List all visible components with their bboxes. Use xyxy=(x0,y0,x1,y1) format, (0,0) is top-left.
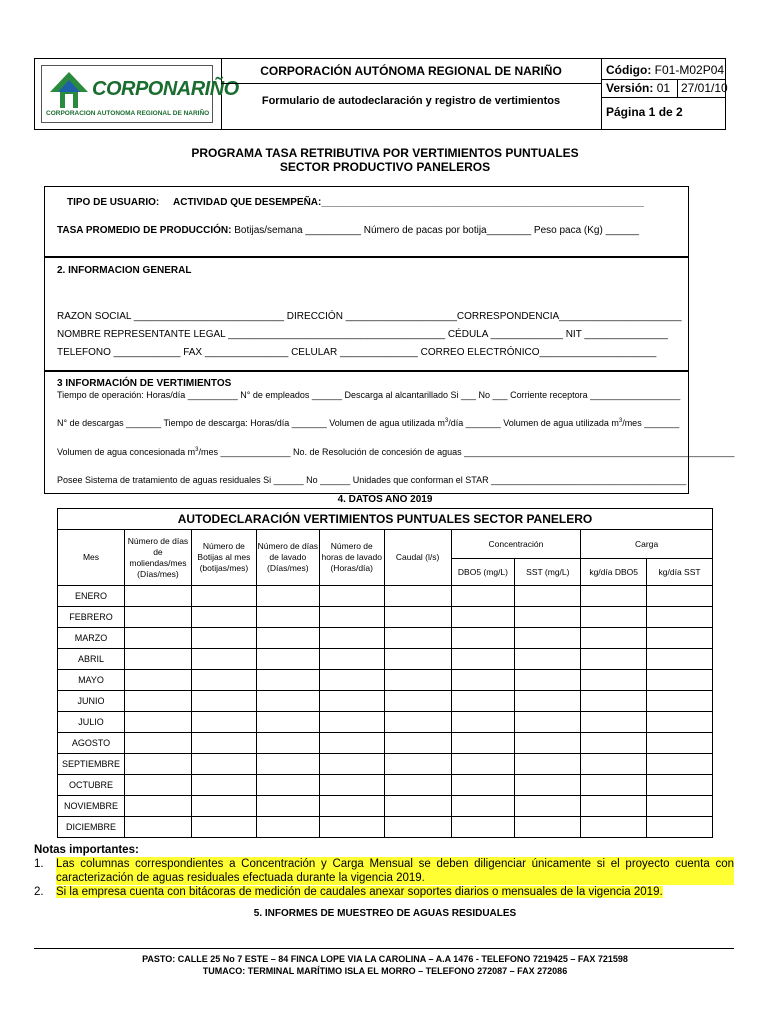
col-botijas: Número de Botijas al mes (botijas/mes) xyxy=(191,530,256,586)
month-label: NOVIEMBRE xyxy=(58,796,125,817)
table-input-cell[interactable] xyxy=(581,754,647,775)
actividad-field[interactable]: ACTIVIDAD QUE DESEMPEÑA:__________________________________________________________ xyxy=(173,197,644,208)
table-input-cell[interactable] xyxy=(384,796,451,817)
table-row xyxy=(58,754,713,775)
version-label: Versión: xyxy=(606,81,654,95)
table-input-cell[interactable] xyxy=(124,775,191,796)
table-input-cell[interactable] xyxy=(191,607,256,628)
table-input-cell[interactable] xyxy=(581,586,647,607)
table-input-cell[interactable] xyxy=(581,607,647,628)
table-input-cell[interactable] xyxy=(451,607,515,628)
col-carga: Carga xyxy=(581,530,713,559)
codigo-label: Código: xyxy=(606,63,652,77)
month-label: SEPTIEMBRE xyxy=(58,754,125,775)
table-input-cell[interactable] xyxy=(319,649,384,670)
table-input-cell[interactable] xyxy=(647,733,713,754)
table-input-cell[interactable] xyxy=(581,796,647,817)
table-input-cell[interactable] xyxy=(451,796,515,817)
version-date: 27/01/10 xyxy=(681,81,728,95)
table-input-cell[interactable] xyxy=(451,586,515,607)
table-input-cell[interactable] xyxy=(319,775,384,796)
descargas-row: N° de descargas _______ Tiempo de descarga: Horas/día _______ Volumen de agua utilizada $m^3$/día _______ Volumen de agua utilizada $m^3$/mes _______ xyxy=(57,418,680,428)
table-input-cell[interactable] xyxy=(384,712,451,733)
general-info-heading: 2. INFORMACION GENERAL xyxy=(57,265,192,276)
table-input-cell[interactable] xyxy=(191,796,256,817)
footer-pasto: PASTO: CALLE 25 No 7 ESTE – 84 FINCA LOPE VIA LA CAROLINA – A.A 1476 - TELEFONO 7219425 – FAX 721598 xyxy=(142,954,628,964)
table-input-cell[interactable] xyxy=(319,607,384,628)
table-input-cell[interactable] xyxy=(515,817,581,838)
col-concentracion: Concentración xyxy=(451,530,581,559)
month-label: AGOSTO xyxy=(58,733,125,754)
table-input-cell[interactable] xyxy=(124,754,191,775)
table-input-cell[interactable] xyxy=(581,649,647,670)
table-input-cell[interactable] xyxy=(124,586,191,607)
table-row xyxy=(58,775,713,796)
footer-divider xyxy=(34,948,734,949)
table-input-cell[interactable] xyxy=(581,775,647,796)
razon-social-row[interactable]: RAZON SOCIAL ___________________________ DIRECCIÓN ____________________CORRESPONDENCIA______________________ xyxy=(57,311,682,322)
col-dias-lavado: Número de días de lavado (Días/mes) xyxy=(256,530,319,586)
table-input-cell[interactable] xyxy=(515,733,581,754)
table-input-cell[interactable] xyxy=(124,691,191,712)
table-input-cell[interactable] xyxy=(647,754,713,775)
note-1: 1. Las columnas correspondientes a Concentración y Carga Mensual se deben diligenciar únicamente si el proyecto cuenta con caracterización de aguas residuales efectuada durante la vigencia 2019. xyxy=(34,858,734,884)
table-input-cell[interactable] xyxy=(319,817,384,838)
col-sst: SST (mg/L) xyxy=(515,559,581,586)
table-input-cell[interactable] xyxy=(191,712,256,733)
table-input-cell[interactable] xyxy=(256,775,319,796)
table-input-cell[interactable] xyxy=(384,607,451,628)
table-row xyxy=(58,817,713,838)
table-input-cell[interactable] xyxy=(124,796,191,817)
table-input-cell[interactable] xyxy=(515,796,581,817)
table-input-cell[interactable] xyxy=(647,670,713,691)
table-input-cell[interactable] xyxy=(384,628,451,649)
table-input-cell[interactable] xyxy=(384,691,451,712)
form-title: Formulario de autodeclaración y registro de vertimientos xyxy=(261,95,561,107)
table-input-cell[interactable] xyxy=(384,649,451,670)
table-input-cell[interactable] xyxy=(191,691,256,712)
table-input-cell[interactable] xyxy=(647,628,713,649)
table-input-cell[interactable] xyxy=(256,796,319,817)
table-input-cell[interactable] xyxy=(319,670,384,691)
note-2: 2. Si la empresa cuenta con bitácoras de medición de caudales anexar soportes diarios o mensuales de la vigencia 2019. xyxy=(34,886,663,898)
table-input-cell[interactable] xyxy=(256,607,319,628)
table-input-cell[interactable] xyxy=(647,817,713,838)
table-row xyxy=(58,670,713,691)
datos-heading: 4. DATOS AÑO 2019 xyxy=(337,494,433,505)
operation-row[interactable]: Tiempo de operación: Horas/día __________ N° de empleados ______ Descarga al alcantarillado Si ___ No ___ Corriente receptora __________________ xyxy=(57,390,681,400)
table-input-cell[interactable] xyxy=(256,691,319,712)
table-input-cell[interactable] xyxy=(124,670,191,691)
table-input-cell[interactable] xyxy=(647,796,713,817)
logo-subtext: CORPORACION AUTONOMA REGIONAL DE NARIÑO xyxy=(46,110,210,117)
discharge-heading: 3 INFORMACIÓN DE VERTIMIENTOS xyxy=(57,378,232,389)
note-1-text: Las columnas correspondientes a Concentración y Carga Mensual se deben diligenciar únicamente si el proyecto cuenta con caracterización de aguas residuales efectuada durante la vigencia 2019. xyxy=(56,858,734,884)
table-input-cell[interactable] xyxy=(191,649,256,670)
autodeclaracion-table xyxy=(57,508,713,838)
col-horas-lavado: Número de horas de lavado (Horas/día) xyxy=(319,530,384,586)
corponarino-logo xyxy=(41,65,239,123)
table-input-cell[interactable] xyxy=(581,691,647,712)
table-input-cell[interactable] xyxy=(256,649,319,670)
logo-mark-icon xyxy=(48,70,90,110)
table-input-cell[interactable] xyxy=(515,649,581,670)
month-label: MAYO xyxy=(58,670,125,691)
section-user-type xyxy=(44,186,689,258)
document-header xyxy=(34,58,726,130)
table-input-cell[interactable] xyxy=(515,607,581,628)
table-input-cell[interactable] xyxy=(191,817,256,838)
table-input-cell[interactable] xyxy=(319,733,384,754)
table-input-cell[interactable] xyxy=(451,691,515,712)
org-name: CORPORACIÓN AUTÓNOMA REGIONAL DE NARIÑO xyxy=(260,64,562,78)
concesion-row: Volumen de agua concesionada $m^3$/mes ______________ No. de Resolución de concesión de aguas ______________________________________________________ xyxy=(57,447,735,457)
page-number: Página 1 de 2 xyxy=(606,105,683,119)
tasa-label: TASA PROMEDIO DE PRODUCCIÓN: xyxy=(57,225,232,236)
table-input-cell[interactable] xyxy=(319,691,384,712)
table-input-cell[interactable] xyxy=(124,607,191,628)
table-input-cell[interactable] xyxy=(384,817,451,838)
table-input-cell[interactable] xyxy=(384,754,451,775)
table-row xyxy=(58,628,713,649)
table-input-cell[interactable] xyxy=(191,754,256,775)
table-input-cell[interactable] xyxy=(451,628,515,649)
col-mes: Mes xyxy=(58,530,125,586)
section-general-info xyxy=(44,256,689,372)
tipo-usuario-label: TIPO DE USUARIO: xyxy=(67,197,160,208)
informes-heading: 5. INFORMES DE MUESTREO DE AGUAS RESIDUALES xyxy=(253,908,517,919)
table-input-cell[interactable] xyxy=(384,733,451,754)
month-label: OCTUBRE xyxy=(58,775,125,796)
telefono-row[interactable]: TELEFONO ____________ FAX _______________ CELULAR ______________ CORREO ELECTRÓNICO_____________________ xyxy=(57,347,657,358)
notes-heading: Notas importantes: xyxy=(34,844,139,856)
table-input-cell[interactable] xyxy=(515,754,581,775)
table-input-cell[interactable] xyxy=(319,586,384,607)
table-row xyxy=(58,733,713,754)
table-input-cell[interactable] xyxy=(256,586,319,607)
table-input-cell[interactable] xyxy=(124,817,191,838)
table-input-cell[interactable] xyxy=(451,712,515,733)
table-input-cell[interactable] xyxy=(581,628,647,649)
month-label: FEBRERO xyxy=(58,607,125,628)
table-input-cell[interactable] xyxy=(256,628,319,649)
table-input-cell[interactable] xyxy=(384,586,451,607)
table-input-cell[interactable] xyxy=(451,754,515,775)
notes-block xyxy=(34,843,734,899)
table-input-cell[interactable] xyxy=(515,586,581,607)
table-input-cell[interactable] xyxy=(451,817,515,838)
col-dias-molienda: Número de días de moliendas/mes (Días/mes) xyxy=(124,530,191,586)
footer-tumaco: TUMACO: TERMINAL MARÍTIMO ISLA EL MORRO – TELEFONO 272087 – FAX 272086 xyxy=(202,966,568,976)
table-input-cell[interactable] xyxy=(256,733,319,754)
table-input-cell[interactable] xyxy=(647,691,713,712)
table-input-cell[interactable] xyxy=(191,586,256,607)
table-input-cell[interactable] xyxy=(256,670,319,691)
logo-area xyxy=(35,59,239,129)
table-row xyxy=(58,796,713,817)
table-input-cell[interactable] xyxy=(647,712,713,733)
table-input-cell[interactable] xyxy=(451,649,515,670)
table-input-cell[interactable] xyxy=(384,670,451,691)
table-input-cell[interactable] xyxy=(581,670,647,691)
header-code-cell xyxy=(601,59,728,129)
table-input-cell[interactable] xyxy=(647,607,713,628)
table-input-cell[interactable] xyxy=(515,628,581,649)
representante-row[interactable]: NOMBRE REPRESENTANTE LEGAL _______________________________________ CÉDULA _____________ NIT _______________ xyxy=(57,329,668,340)
logo-text: CORPONARIÑO xyxy=(92,78,239,100)
table-input-cell[interactable] xyxy=(451,733,515,754)
month-label: JUNIO xyxy=(58,691,125,712)
table-input-cell[interactable] xyxy=(319,796,384,817)
table-input-cell[interactable] xyxy=(515,670,581,691)
table-input-cell[interactable] xyxy=(191,628,256,649)
table-input-cell[interactable] xyxy=(191,775,256,796)
codigo-value: F01-M02P04 xyxy=(654,63,725,77)
table-input-cell[interactable] xyxy=(647,649,713,670)
table-input-cell[interactable] xyxy=(581,733,647,754)
table-input-cell[interactable] xyxy=(319,754,384,775)
table-input-cell[interactable] xyxy=(124,628,191,649)
program-title: PROGRAMA TASA RETRIBUTIVA POR VERTIMIENTOS PUNTUALES xyxy=(191,146,579,160)
tasa-fields[interactable]: Botijas/semana __________ Número de pacas por botija________ Peso paca (Kg) ______ xyxy=(234,225,639,236)
table-input-cell[interactable] xyxy=(647,775,713,796)
table-input-cell[interactable] xyxy=(124,733,191,754)
table-input-cell[interactable] xyxy=(647,586,713,607)
table-input-cell[interactable] xyxy=(515,775,581,796)
table-input-cell[interactable] xyxy=(319,628,384,649)
note-2-text: Si la empresa cuenta con bitácoras de medición de caudales anexar soportes diarios o mensuales de la vigencia 2019. xyxy=(56,886,663,898)
table-input-cell[interactable] xyxy=(124,712,191,733)
table-row xyxy=(58,607,713,628)
section-discharge-info xyxy=(44,370,735,494)
table-input-cell[interactable] xyxy=(124,649,191,670)
table-row xyxy=(58,712,713,733)
table-input-cell[interactable] xyxy=(515,712,581,733)
month-label: ENERO xyxy=(58,586,125,607)
col-dbo5: DBO5 (mg/L) xyxy=(451,559,515,586)
col-kg-sst: kg/día SST xyxy=(647,559,713,586)
month-label: JULIO xyxy=(58,712,125,733)
table-input-cell[interactable] xyxy=(191,733,256,754)
table-row xyxy=(58,649,713,670)
month-label: ABRIL xyxy=(58,649,125,670)
tratamiento-row[interactable]: Posee Sistema de tratamiento de aguas residuales Si ______ No ______ Unidades que conforman el STAR _______________________________________ xyxy=(57,475,687,485)
version-value: 01 xyxy=(656,81,671,95)
table-input-cell[interactable] xyxy=(319,712,384,733)
table-input-cell[interactable] xyxy=(191,670,256,691)
table-row xyxy=(58,586,713,607)
month-label: DICIEMBRE xyxy=(58,817,125,838)
table-input-cell[interactable] xyxy=(256,817,319,838)
col-caudal: Caudal (l/s) xyxy=(384,530,451,586)
program-subtitle: SECTOR PRODUCTIVO PANELEROS xyxy=(279,160,491,174)
table-input-cell[interactable] xyxy=(256,754,319,775)
table-row xyxy=(58,691,713,712)
table-input-cell[interactable] xyxy=(451,670,515,691)
table-input-cell[interactable] xyxy=(256,712,319,733)
header-title-cell xyxy=(221,59,602,129)
table-input-cell[interactable] xyxy=(581,712,647,733)
table-input-cell[interactable] xyxy=(581,817,647,838)
table-input-cell[interactable] xyxy=(384,775,451,796)
table-input-cell[interactable] xyxy=(515,691,581,712)
table-input-cell[interactable] xyxy=(451,775,515,796)
month-label: MARZO xyxy=(58,628,125,649)
col-kg-dbo5: kg/día DBO5 xyxy=(581,559,647,586)
table-title: AUTODECLARACIÓN VERTIMIENTOS PUNTUALES SECTOR PANELERO xyxy=(58,509,713,530)
